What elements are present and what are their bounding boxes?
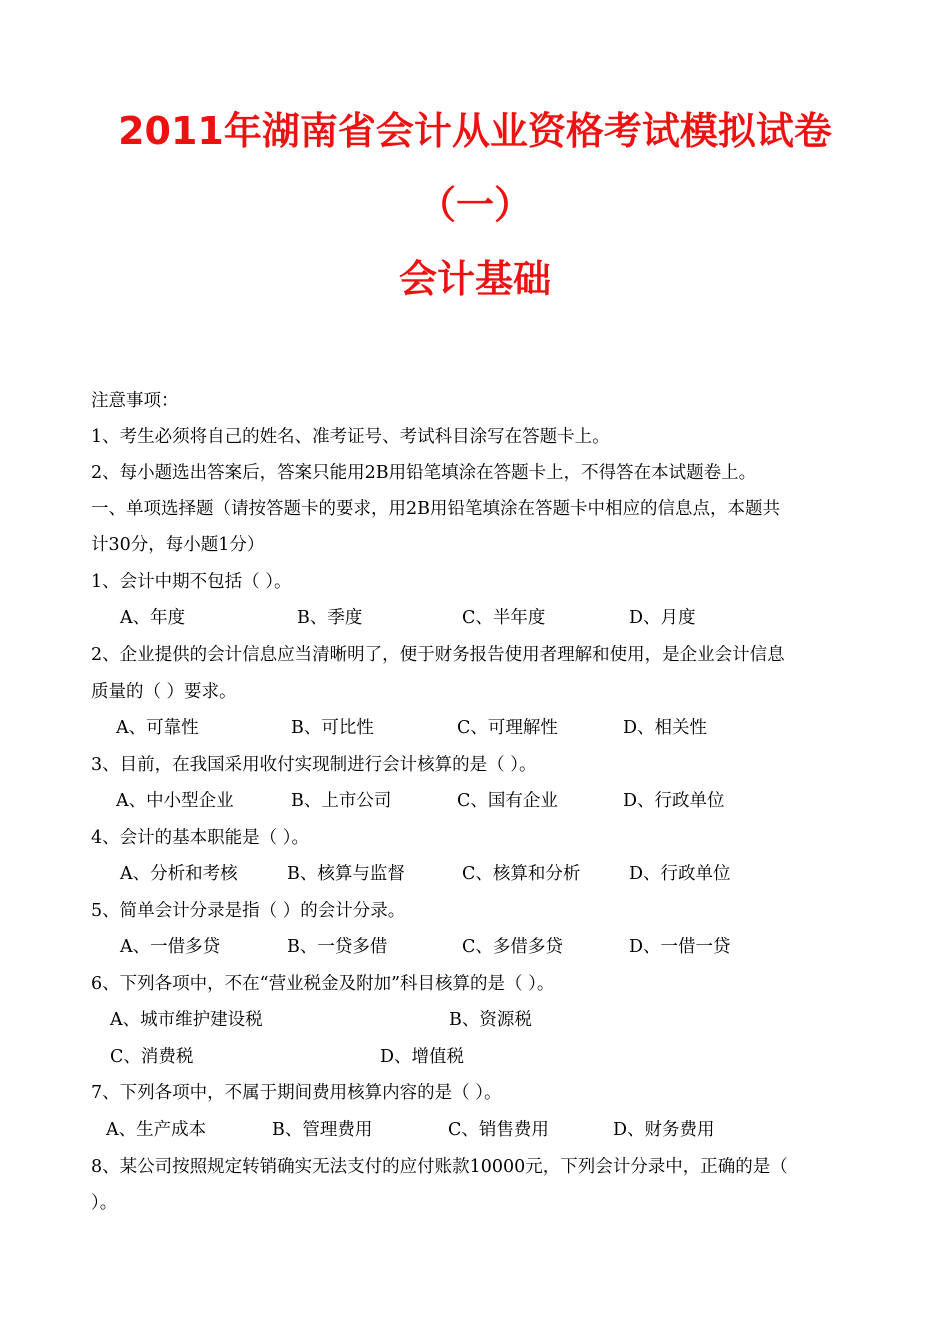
question-stem: 8、某公司按照规定转销确实无法支付的应付账款10000元，下列会计分录中，正确的是（ [91,1157,788,1177]
question-stem: 1、会计中期不包括（ ）。 [91,572,292,592]
option-b: B、资源税 [449,1010,532,1030]
option-b: B、季度 [297,608,363,628]
option-d: D、财务费用 [613,1120,715,1140]
option-d: D、行政单位 [629,864,731,884]
section-heading-cont: 计30分，每小题1分） [91,535,265,555]
question-stem-cont: ）。 [91,1193,118,1213]
question-stem: 3、目前，在我国采用收付实现制进行会计核算的是（ ）。 [91,755,537,775]
option-c: C、消费税 [110,1047,194,1067]
option-d: D、相关性 [623,718,708,738]
option-c: C、核算和分析 [462,864,581,884]
option-c: C、半年度 [462,608,546,628]
option-b: B、上市公司 [291,791,392,811]
notice-heading: 注意事项： [91,391,179,411]
option-a: A、生产成本 [106,1120,207,1140]
option-c: C、多借多贷 [462,937,563,957]
option-b: B、核算与监督 [287,864,405,884]
option-a: A、可靠性 [116,718,199,738]
question-stem: 5、简单会计分录是指（ ）的会计分录。 [91,901,406,921]
option-b: B、可比性 [291,718,374,738]
option-b: B、管理费用 [272,1120,373,1140]
notice-item: 2、每小题选出答案后，答案只能用2B用铅笔填涂在答题卡上，不得答在本试题卷上。 [91,463,757,483]
notice-item: 1、考生必须将自己的姓名、准考证号、考试科目涂写在答题卡上。 [91,427,610,447]
option-a: A、年度 [120,608,186,628]
option-c: C、销售费用 [448,1120,549,1140]
question-stem: 6、下列各项中，不在“营业税金及附加”科目核算的是（ ）。 [91,974,555,994]
option-a: A、中小型企业 [116,791,234,811]
option-a: A、分析和考核 [120,864,238,884]
subject-title: 会计基础 [398,257,551,301]
question-stem: 2、企业提供的会计信息应当清晰明了，便于财务报告使用者理解和使用，是企业会计信息 [91,645,785,665]
option-a: A、城市维护建设税 [110,1010,263,1030]
document-title-suffix: （一） [417,183,532,227]
option-d: D、月度 [629,608,696,628]
option-d: D、行政单位 [623,791,725,811]
option-c: C、可理解性 [457,718,558,738]
section-heading: 一、单项选择题（请按答题卡的要求，用2B用铅笔填涂在答题卡中相应的信息点，本题共 [91,499,780,519]
question-stem-cont: 质量的（ ）要求。 [91,682,237,702]
option-c: C、国有企业 [457,791,558,811]
option-a: A、一借多贷 [120,937,221,957]
question-stem: 4、会计的基本职能是（ ）。 [91,828,309,848]
option-d: D、一借一贷 [629,937,731,957]
option-b: B、一贷多借 [287,937,388,957]
document-title: 2011年湖南省会计从业资格考试模拟试卷 [118,109,832,153]
option-d: D、增值税 [380,1047,465,1067]
question-stem: 7、下列各项中，不属于期间费用核算内容的是（ ）。 [91,1083,502,1103]
